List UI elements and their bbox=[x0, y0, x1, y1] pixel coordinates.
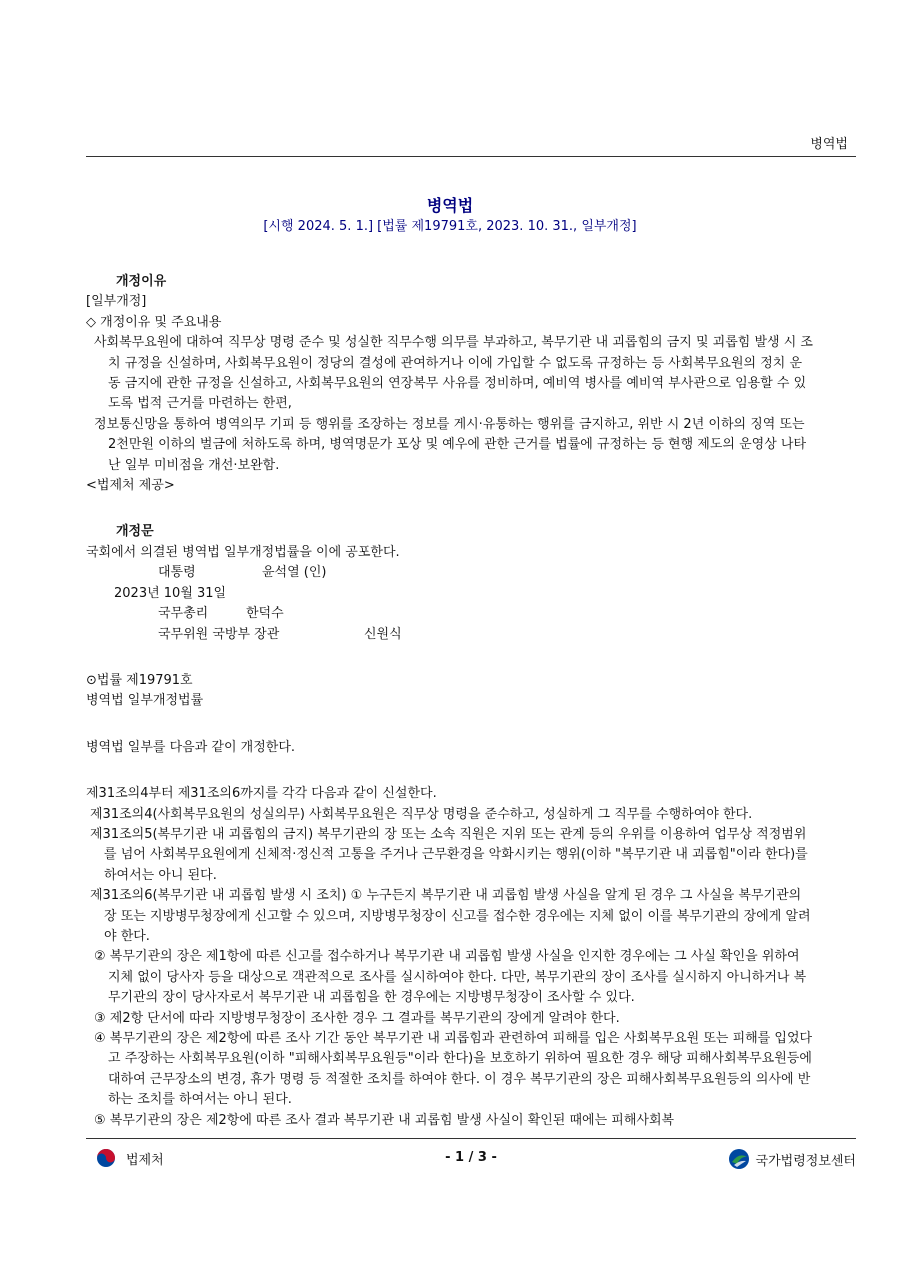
footer-divider bbox=[86, 1138, 856, 1139]
article-31-6-para-5: ⑤ 복무기관의 장은 제2항에 따른 조사 결과 복무기관 내 괴롭힘 발생 사실이 확인된 때에는 피해사회복 bbox=[94, 1112, 675, 1128]
amendment-heading: 개정문 bbox=[116, 524, 154, 540]
president-signature bbox=[86, 563, 814, 583]
reason-paragraph-2: 정보통신망을 통하여 병역의무 기피 등 행위를 조장하는 정보를 게시·유통하는 행위를 금지하고, 위반 시 2년 이하의 징역 또는 2천만원 이하의 벌금에 처하도록 하며, 병역명문가 포상 및 예우에 관한 근거를 법률에 규정하는 등 현행 제도의 운영상 나타난 일부 미비점을 개선·보완함. bbox=[94, 416, 806, 473]
page-footer bbox=[86, 1148, 856, 1172]
law-center-logo-icon bbox=[728, 1148, 750, 1170]
minister-signature bbox=[86, 625, 814, 645]
article-31-6-para-4: ④ 복무기관의 장은 제2항에 따른 조사 기간 동안 복무기관 내 괴롭힘과 관련하여 피해를 입은 사회복무요원 또는 피해를 입었다고 주장하는 사회복무요원(이하 "피해사회복무요원등"이라 한다)을 보호하기 위하여 필요한 경우 해당 피해사회복무요원등에 대하여 근무장소의 변경, 휴가 명령 등 적절한 조치를 하여야 한다. 이 경우 복무기관의 장은 피해사회복무요원등의 의사에 반하는 조치를 하여서는 아니 된다. bbox=[94, 1031, 813, 1108]
law-number: ⊙법률 제19791호 bbox=[86, 672, 193, 688]
amend-statement: 병역법 일부를 다음과 같이 개정한다. bbox=[86, 739, 296, 755]
promulgation-date: 2023년 10월 31일 bbox=[114, 585, 227, 601]
footer-org-right: 국가법령정보센터 bbox=[755, 1153, 856, 1169]
president-name: 윤석열 (인) bbox=[262, 565, 327, 581]
header-law-name: 병역법 bbox=[810, 137, 848, 152]
pm-name: 한덕수 bbox=[246, 606, 284, 622]
reason-paragraph-1: 사회복무요원에 대하여 직무상 명령 준수 및 성실한 직무수행 의무를 부과하고, 복무기관 내 괴롭힘의 금지 및 괴롭힘 발생 시 조치 규정을 신설하며, 사회복무요원이 정당의 결성에 관여하거나 이에 가입할 수 없도록 규정하는 등 사회복무요원의 정치 운동 금지에 관한 규정을 신설하고, 사회복무요원의 연장복무 사유를 정비하며, 예비역 병사를 예비역 부사관으로 임용할 수 있도록 법적 근거를 마련하는 한편, bbox=[94, 335, 813, 412]
amendment-intro: 국회에서 의결된 병역법 일부개정법률을 이에 공포한다. bbox=[86, 544, 400, 560]
president-role: 대통령 bbox=[158, 565, 196, 581]
reason-heading: 개정이유 bbox=[116, 274, 167, 289]
document-title: 병역법 bbox=[426, 196, 474, 215]
law-name: 병역법 일부개정법률 bbox=[86, 693, 204, 709]
document-subtitle: [시행 2024. 5. 1.] [법률 제19791호, 2023. 10. 31., 일부개정] bbox=[263, 219, 637, 234]
article-31-4: 제31조의4(사회복무요원의 성실의무) 사회복무요원은 직무상 명령을 준수하고, 성실하게 그 직무를 수행하여야 한다. bbox=[90, 806, 753, 822]
article-31-5: 제31조의5(복무기관 내 괴롭힘의 금지) 복무기관의 장 또는 소속 직원은 지위 또는 관계 등의 우위를 이용하여 업무상 적정범위를 넘어 사회복무요원에게 신체적·정신적 고통을 주거나 근무환경을 악화시키는 행위(이하 "복무기관 내 괴롭힘"이라 한다)를 하여서는 아니 된다. bbox=[90, 826, 808, 883]
header-divider bbox=[86, 156, 856, 157]
article-31-6-para-2: ② 복무기관의 장은 제1항에 따른 신고를 접수하거나 복무기관 내 괴롭힘 발생 사실을 인지한 경우에는 그 사실 확인을 위하여 지체 없이 당사자 등을 대상으로 객관적으로 조사를 실시하여야 한다. 다만, 복무기관의 장이 조사를 실시하지 아니하거나 복무기관의 장이 당사자로서 복무기관 내 괴롭힘을 한 경우에는 지방병무청장이 조사할 수 있다. bbox=[94, 949, 807, 1006]
pm-role: 국무총리 bbox=[158, 606, 209, 622]
new-articles-statement: 제31조의4부터 제31조의6까지를 각각 다음과 같이 신설한다. bbox=[86, 786, 437, 802]
minister-name: 신원식 bbox=[364, 626, 402, 642]
reason-main-heading: ◇ 개정이유 및 주요내용 bbox=[86, 314, 222, 330]
amendment-type: [일부개정] bbox=[86, 294, 147, 310]
page-number: - 1 / 3 - bbox=[445, 1150, 497, 1165]
article-31-6-para-1: 제31조의6(복무기관 내 괴롭힘 발생 시 조치) ① 누구든지 복무기관 내 괴롭힘 발생 사실을 알게 된 경우 그 사실을 복무기관의 장 또는 지방병무청장에게 신고할 수 있으며, 지방병무청장이 신고를 접수한 경우에는 지체 없이 이를 복무기관의 장에게 알려야 한다. bbox=[90, 888, 811, 944]
footer-org-left: 법제처 bbox=[126, 1152, 164, 1168]
pm-signature bbox=[86, 604, 814, 624]
minister-role: 국무위원 국방부 장관 bbox=[158, 626, 280, 642]
article-31-6-para-3: ③ 제2항 단서에 따라 지방병무청장이 조사한 경우 그 결과를 복무기관의 장에게 알려야 한다. bbox=[94, 1010, 620, 1026]
footer-right bbox=[728, 1148, 856, 1170]
reason-source: <법제처 제공> bbox=[86, 478, 175, 494]
document-body bbox=[86, 272, 814, 1131]
